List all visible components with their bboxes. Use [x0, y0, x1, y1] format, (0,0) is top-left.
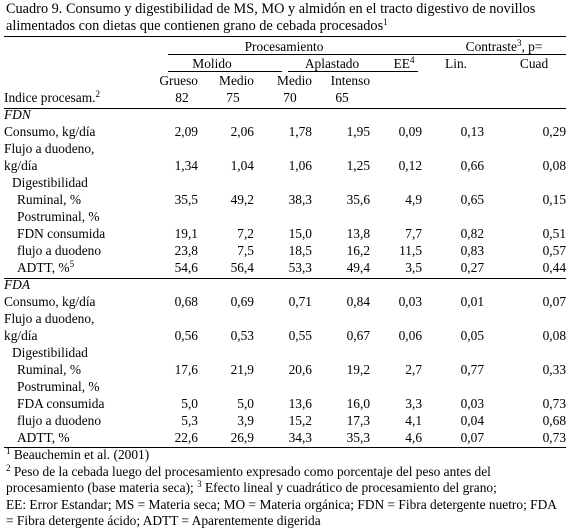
fdn-postruminal-row [4, 208, 566, 225]
cell-value: 15,0 [288, 226, 312, 241]
section-rule [4, 278, 566, 279]
cell-value: 3,3 [405, 396, 423, 411]
cell-value: 35,3 [346, 430, 371, 445]
cell-value: 17,3 [346, 413, 371, 428]
cell-value: 0,83 [460, 243, 485, 258]
cell-value: 19,2 [346, 362, 371, 377]
cell-value: 22,6 [174, 430, 198, 445]
header-grueso: Grueso [159, 73, 198, 88]
fda-flujo-label-row [4, 310, 566, 327]
cell-value: 3,9 [237, 413, 254, 428]
row-label: Digestibilidad [12, 175, 88, 190]
footnote-2: $^2$ Peso de la cebada luego del procesamiento expresado como porcentaje del peso antes del procesamiento (base materia seca); $^3$ Efecto lineal y cuadrático de procesamiento del grano; [6, 462, 497, 495]
procesamiento-underline [168, 54, 486, 55]
header-cuad: Cuad [519, 56, 549, 71]
cell-value: 17,6 [174, 362, 198, 377]
header-row-1 [4, 38, 566, 55]
cell-value: 0,51 [542, 226, 567, 241]
cell-value: 4,1 [405, 413, 423, 428]
cell-value: 0,73 [542, 430, 567, 445]
cell-value: 0,71 [288, 294, 312, 309]
indice-label: Indice procesam.$^2$ [4, 89, 100, 105]
footnote-abbreviations: EE: Error Estandar; MS = Materia seca; MO = Materia orgánica; FDN = Fibra detergente nuetro; FDA = Fibra detergente ácido; ADTT = Aparentemente digerida [6, 496, 557, 528]
header-rule [4, 108, 566, 109]
fdn-consumida-row [4, 225, 566, 242]
cell-value: 0,33 [542, 362, 567, 377]
indice-value: 70 [283, 90, 297, 105]
fda-ruminal-row [4, 361, 566, 378]
cell-value: 16,2 [346, 243, 371, 258]
cell-value: 0,56 [174, 328, 198, 343]
row-label: Ruminal, % [17, 192, 81, 207]
cell-value: 0,03 [460, 396, 485, 411]
header-row-3 [4, 72, 566, 89]
section-label: FDA [4, 277, 31, 292]
fda-flujo-duodeno-row [4, 412, 566, 429]
header-aplastado: Aplastado [304, 56, 360, 71]
cell-value: 0,73 [542, 396, 567, 411]
row-label: ADTT, % [17, 430, 70, 445]
fda-flujo-row [4, 327, 566, 344]
cell-value: 0,57 [542, 243, 567, 258]
cell-value: 0,44 [542, 260, 567, 275]
cell-value: 4,9 [405, 192, 423, 207]
fdn-digestibilidad-row [4, 174, 566, 191]
cell-value: 0,77 [460, 362, 485, 377]
cell-value: 4,6 [405, 430, 423, 445]
cell-value: 0,04 [460, 413, 485, 428]
cell-value: 53,3 [288, 260, 312, 275]
header-lin: Lin. [445, 56, 467, 71]
cell-value: 56,4 [230, 260, 254, 275]
row-label: FDN consumida [17, 226, 106, 241]
row-label: kg/día [4, 328, 38, 343]
cell-value: 3,5 [405, 260, 423, 275]
cell-value: 0,08 [542, 158, 567, 173]
cell-value: 1,04 [230, 158, 254, 173]
section-label: FDN [4, 107, 31, 122]
cell-value: 0,12 [398, 158, 423, 173]
cell-value: 0,84 [346, 294, 371, 309]
header-intenso: Intenso [330, 73, 371, 88]
cell-value: 0,08 [542, 328, 567, 343]
cell-value: 35,5 [174, 192, 198, 207]
cell-value: 0,06 [398, 328, 423, 343]
header-medio-molido: Medio [219, 73, 254, 88]
contraste-underline [470, 54, 566, 55]
fda-adtt-row [4, 429, 566, 446]
cell-value: 0,07 [460, 430, 485, 445]
cell-value: 1,06 [288, 158, 312, 173]
fdn-consumo-row [4, 123, 566, 140]
cell-value: 0,67 [346, 328, 371, 343]
fda-consumida-row [4, 395, 566, 412]
footnote-1: $^1$ Beauchemin et al. (2001) [6, 446, 150, 462]
row-label: Ruminal, % [17, 362, 81, 377]
top-rule [4, 36, 566, 37]
cell-value: 5,0 [181, 396, 198, 411]
cell-value: 0,82 [460, 226, 485, 241]
cell-value: 2,7 [405, 362, 423, 377]
cell-value: 0,05 [460, 328, 485, 343]
row-label: Flujo a duodeno, [4, 141, 95, 156]
cell-value: 0,15 [542, 192, 567, 207]
cell-value: 2,06 [230, 124, 254, 139]
cell-value: 0,09 [398, 124, 423, 139]
aplastado-underline [288, 71, 418, 72]
cell-value: 5,0 [237, 396, 254, 411]
row-label: ADTT, %$^5$ [17, 259, 75, 275]
data-table [4, 38, 566, 446]
cell-value: 0,68 [542, 413, 567, 428]
fdn-ruminal-row [4, 191, 566, 208]
fda-consumo-row [4, 293, 566, 310]
cell-value: 1,34 [174, 158, 198, 173]
header-ee: $EE^4$ [393, 55, 415, 71]
cell-value: 13,8 [346, 226, 371, 241]
cell-value: 26,9 [230, 430, 254, 445]
row-label: Postruminal, % [17, 209, 100, 224]
fda-digestibilidad-row [4, 344, 566, 361]
cell-value: 18,5 [288, 243, 312, 258]
cell-value: 0,69 [230, 294, 254, 309]
cell-value: 49,4 [346, 260, 371, 275]
row-label: Postruminal, % [17, 379, 100, 394]
cell-value: 54,6 [174, 260, 198, 275]
row-label: Consumo, kg/día [4, 294, 96, 309]
cell-value: 7,2 [237, 226, 254, 241]
row-label: flujo a duodeno [17, 413, 102, 428]
cell-value: 23,8 [174, 243, 198, 258]
fdn-flujo-label-row [4, 140, 566, 157]
cell-value: 19,1 [174, 226, 198, 241]
cell-value: 20,6 [288, 362, 312, 377]
indice-value: 82 [175, 90, 189, 105]
fda-postruminal-row [4, 378, 566, 395]
cell-value: 0,53 [230, 328, 254, 343]
cell-value: 0,66 [460, 158, 485, 173]
footnotes [6, 447, 566, 530]
cell-value: 7,7 [405, 226, 423, 241]
header-procesamiento: Procesamiento [244, 39, 324, 54]
header-row-2 [4, 55, 566, 72]
cell-value: 1,78 [288, 124, 312, 139]
cell-value: 0,65 [460, 192, 485, 207]
cell-value: 15,2 [288, 413, 312, 428]
cell-value: 0,03 [398, 294, 423, 309]
table-caption: Cuadro 9. Consumo y digestibilidad de MS, MO y almidón en el tracto digestivo de novillos alimentados con dietas que contienen grano de cebada procesados$^1$ [6, 1, 536, 34]
fdn-adtt-row [4, 259, 566, 276]
cell-value: 7,5 [237, 243, 254, 258]
cell-value: 16,0 [346, 396, 371, 411]
cell-value: 49,2 [230, 192, 254, 207]
cell-value: 2,09 [174, 124, 198, 139]
cell-value: 0,68 [174, 294, 198, 309]
row-label: Digestibilidad [12, 345, 88, 360]
cell-value: 0,27 [460, 260, 485, 275]
cell-value: 0,55 [288, 328, 312, 343]
row-label: kg/día [4, 158, 38, 173]
cell-value: 11,5 [399, 243, 423, 258]
row-label: flujo a duodeno [17, 243, 102, 258]
indice-value: 75 [226, 90, 240, 105]
cell-value: 35,6 [346, 192, 371, 207]
cell-value: 5,3 [181, 413, 198, 428]
header-molido: Molido [192, 56, 232, 71]
cell-value: 38,3 [288, 192, 312, 207]
row-label: Consumo, kg/día [4, 124, 96, 139]
header-medio-aplastado: Medio [277, 73, 312, 88]
fdn-flujo-duodeno-row [4, 242, 566, 259]
molido-underline [168, 71, 282, 72]
cell-value: 34,3 [288, 430, 312, 445]
indice-value: 65 [335, 90, 349, 105]
header-row-indice [4, 89, 566, 106]
header-contraste: Contraste$^3$, p= [465, 38, 543, 54]
row-label: FDA consumida [17, 396, 105, 411]
row-label: Flujo a duodeno, [4, 311, 95, 326]
cell-value: 0,01 [460, 294, 485, 309]
fdn-flujo-row [4, 157, 566, 174]
cell-value: 0,29 [542, 124, 567, 139]
cell-value: 21,9 [230, 362, 254, 377]
cell-value: 13,6 [288, 396, 312, 411]
cell-value: 1,95 [346, 124, 371, 139]
cell-value: 0,13 [460, 124, 485, 139]
cell-value: 0,07 [542, 294, 567, 309]
cell-value: 1,25 [346, 158, 371, 173]
